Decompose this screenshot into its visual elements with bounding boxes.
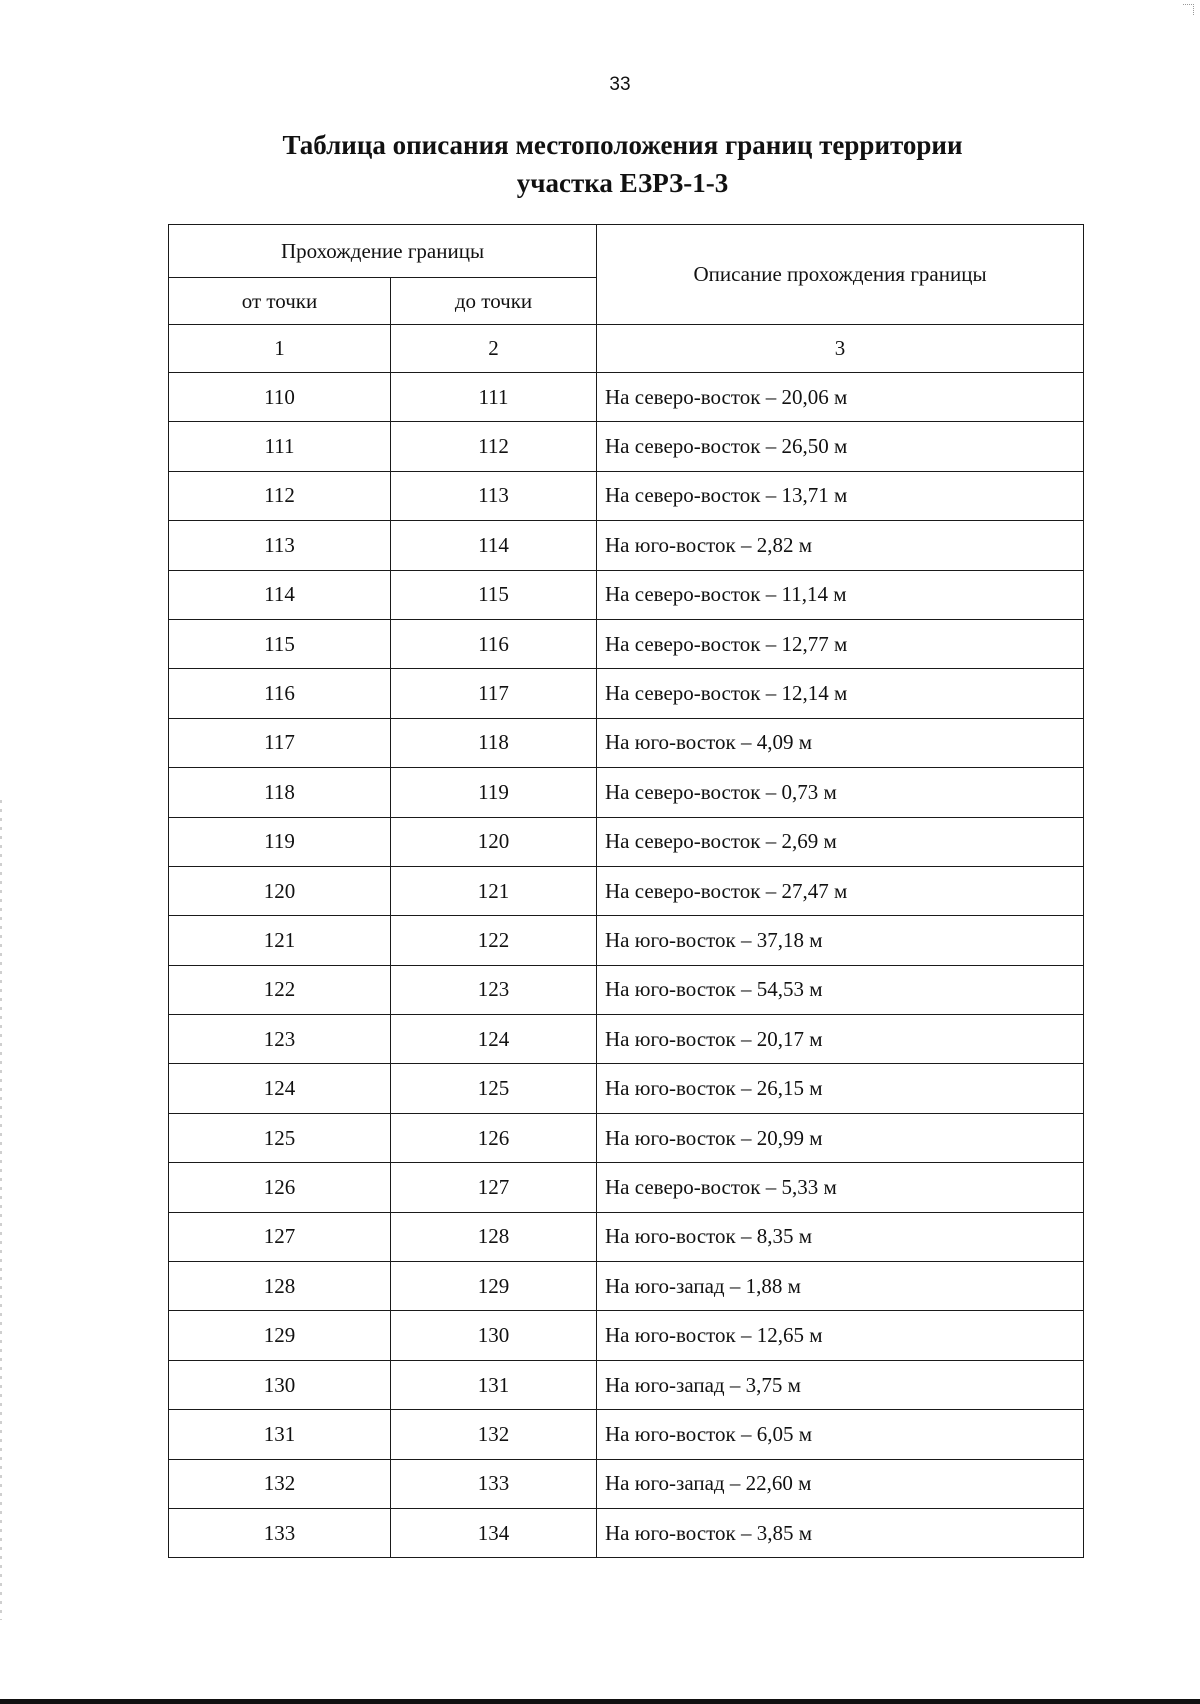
description-cell: На юго-запад – 3,75 м <box>597 1360 1084 1409</box>
to-point-cell: 128 <box>391 1212 597 1261</box>
description-cell: На юго-восток – 12,65 м <box>597 1311 1084 1360</box>
table-row <box>169 965 1084 1014</box>
table-row <box>169 718 1084 767</box>
description-cell: На юго-восток – 8,35 м <box>597 1212 1084 1261</box>
from-point-cell: 124 <box>169 1064 391 1113</box>
from-point-cell: 125 <box>169 1113 391 1162</box>
table-row <box>169 422 1084 471</box>
header-description: Описание прохождения границы <box>597 225 1084 325</box>
to-point-cell: 129 <box>391 1262 597 1311</box>
table-row <box>169 1015 1084 1064</box>
to-point-cell: 130 <box>391 1311 597 1360</box>
from-point-cell: 127 <box>169 1212 391 1261</box>
page-title-line-2: участка ЕЗРЗ-1-3 <box>516 168 729 198</box>
table-row <box>169 570 1084 619</box>
from-point-cell: 131 <box>169 1410 391 1459</box>
to-point-cell: 122 <box>391 916 597 965</box>
description-cell: На юго-восток – 26,15 м <box>597 1064 1084 1113</box>
description-cell: На северо-восток – 0,73 м <box>597 768 1084 817</box>
description-cell: На северо-восток – 12,14 м <box>597 669 1084 718</box>
boundary-table <box>168 224 1084 1558</box>
table-row <box>169 669 1084 718</box>
from-point-cell: 128 <box>169 1262 391 1311</box>
to-point-cell: 123 <box>391 965 597 1014</box>
table-row <box>169 521 1084 570</box>
from-point-cell: 112 <box>169 471 391 520</box>
from-point-cell: 118 <box>169 768 391 817</box>
to-point-cell: 111 <box>391 373 597 422</box>
scan-edge-marks <box>0 800 2 1620</box>
description-cell: На северо-восток – 20,06 м <box>597 373 1084 422</box>
description-cell: На юго-восток – 3,85 м <box>597 1508 1084 1557</box>
description-cell: На северо-восток – 2,69 м <box>597 817 1084 866</box>
to-point-cell: 115 <box>391 570 597 619</box>
to-point-cell: 119 <box>391 768 597 817</box>
table-row <box>169 817 1084 866</box>
table-row <box>169 1262 1084 1311</box>
description-cell: На юго-восток – 20,99 м <box>597 1113 1084 1162</box>
description-cell: На юго-запад – 1,88 м <box>597 1262 1084 1311</box>
table-row <box>169 866 1084 915</box>
scan-corner-mark <box>1183 4 1194 15</box>
description-cell: На юго-восток – 2,82 м <box>597 521 1084 570</box>
table-row <box>169 1360 1084 1409</box>
table-row <box>169 1410 1084 1459</box>
description-cell: На юго-запад – 22,60 м <box>597 1459 1084 1508</box>
boundary-table-header <box>169 225 1084 373</box>
page-title <box>0 126 1200 202</box>
description-cell: На северо-восток – 5,33 м <box>597 1163 1084 1212</box>
from-point-cell: 132 <box>169 1459 391 1508</box>
to-point-cell: 114 <box>391 521 597 570</box>
header-to-point: до точки <box>391 278 597 325</box>
from-point-cell: 133 <box>169 1508 391 1557</box>
description-cell: На юго-восток – 20,17 м <box>597 1015 1084 1064</box>
from-point-cell: 114 <box>169 570 391 619</box>
page-title-line-1: Таблица описания местоположения границ территории <box>282 130 963 160</box>
to-point-cell: 121 <box>391 866 597 915</box>
description-cell: На северо-восток – 12,77 м <box>597 619 1084 668</box>
to-point-cell: 131 <box>391 1360 597 1409</box>
from-point-cell: 123 <box>169 1015 391 1064</box>
column-number-2: 2 <box>391 325 597 373</box>
from-point-cell: 119 <box>169 817 391 866</box>
table-row <box>169 619 1084 668</box>
from-point-cell: 122 <box>169 965 391 1014</box>
table-row <box>169 1064 1084 1113</box>
from-point-cell: 120 <box>169 866 391 915</box>
from-point-cell: 116 <box>169 669 391 718</box>
description-cell: На северо-восток – 13,71 м <box>597 471 1084 520</box>
table-row <box>169 373 1084 422</box>
description-cell: На юго-восток – 54,53 м <box>597 965 1084 1014</box>
to-point-cell: 132 <box>391 1410 597 1459</box>
to-point-cell: 112 <box>391 422 597 471</box>
page-number: 33 <box>609 74 631 95</box>
description-cell: На северо-восток – 26,50 м <box>597 422 1084 471</box>
to-point-cell: 134 <box>391 1508 597 1557</box>
table-row <box>169 471 1084 520</box>
to-point-cell: 127 <box>391 1163 597 1212</box>
header-boundary-passage: Прохождение границы <box>169 225 597 278</box>
from-point-cell: 115 <box>169 619 391 668</box>
from-point-cell: 129 <box>169 1311 391 1360</box>
table-row <box>169 1113 1084 1162</box>
table-row <box>169 1459 1084 1508</box>
to-point-cell: 133 <box>391 1459 597 1508</box>
to-point-cell: 126 <box>391 1113 597 1162</box>
from-point-cell: 126 <box>169 1163 391 1212</box>
column-number-3: 3 <box>597 325 1084 373</box>
from-point-cell: 113 <box>169 521 391 570</box>
from-point-cell: 130 <box>169 1360 391 1409</box>
to-point-cell: 118 <box>391 718 597 767</box>
description-cell: На северо-восток – 11,14 м <box>597 570 1084 619</box>
to-point-cell: 125 <box>391 1064 597 1113</box>
column-number-1: 1 <box>169 325 391 373</box>
description-cell: На юго-восток – 37,18 м <box>597 916 1084 965</box>
from-point-cell: 121 <box>169 916 391 965</box>
table-row <box>169 1508 1084 1557</box>
from-point-cell: 111 <box>169 422 391 471</box>
to-point-cell: 117 <box>391 669 597 718</box>
to-point-cell: 120 <box>391 817 597 866</box>
description-cell: На северо-восток – 27,47 м <box>597 866 1084 915</box>
boundary-table-body <box>169 373 1084 1558</box>
from-point-cell: 117 <box>169 718 391 767</box>
table-row <box>169 1311 1084 1360</box>
header-from-point: от точки <box>169 278 391 325</box>
table-row <box>169 768 1084 817</box>
scan-bottom-edge <box>0 1699 1200 1704</box>
table-row <box>169 916 1084 965</box>
to-point-cell: 124 <box>391 1015 597 1064</box>
description-cell: На юго-восток – 4,09 м <box>597 718 1084 767</box>
description-cell: На юго-восток – 6,05 м <box>597 1410 1084 1459</box>
from-point-cell: 110 <box>169 373 391 422</box>
to-point-cell: 113 <box>391 471 597 520</box>
table-row <box>169 1163 1084 1212</box>
table-row <box>169 1212 1084 1261</box>
to-point-cell: 116 <box>391 619 597 668</box>
